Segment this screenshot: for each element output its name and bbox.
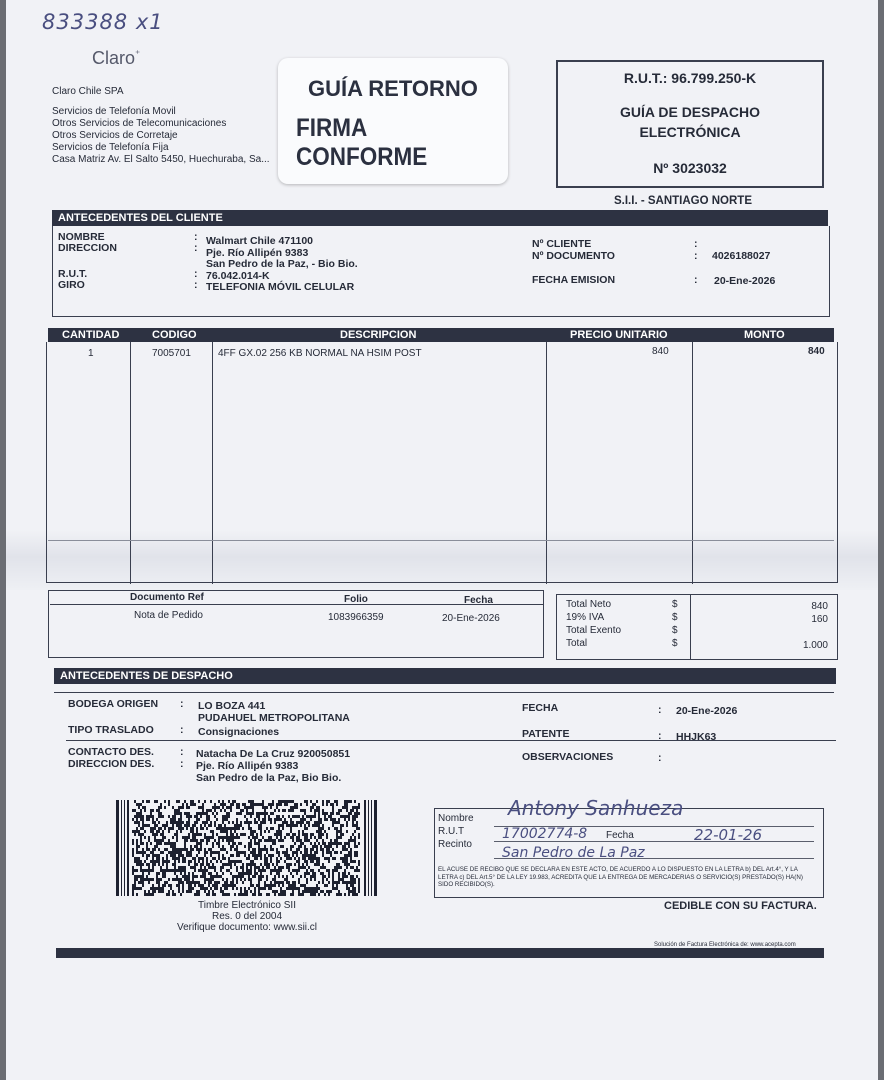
return-stamp (278, 58, 508, 184)
signature-recinto: San Pedro de La Paz (502, 845, 645, 861)
fecha-value: 20-Ene-2026 (676, 705, 738, 717)
client-values (206, 236, 358, 294)
patente-label: PATENTE (522, 728, 570, 740)
iva-label: 19% IVA (566, 612, 605, 623)
total-exento-label: Total Exento (566, 625, 622, 636)
stamp-line-2: FIRMA CONFORME (296, 114, 428, 171)
receipt-labels: Nombre R.U.T Recinto (438, 813, 474, 850)
item-monto: 840 (808, 346, 825, 357)
contacto-labels: CONTACTO DES. DIRECCION DES. (68, 746, 155, 770)
col-cantidad: CANTIDAD (62, 329, 120, 341)
signature-name: Antony Sanhueza (508, 796, 684, 820)
client-fecha-emision: 20-Ene-2026 (714, 275, 776, 287)
client-giro: TELEFONIA MÓVIL CELULAR (206, 281, 355, 293)
totals-labels (566, 598, 621, 650)
doc-type-2: ELECTRÓNICA (639, 124, 741, 140)
client-nombre: Walmart Chile 471100 (206, 235, 313, 247)
contacto-values: Natacha De La Cruz 920050851 Pje. Río Allipén 9383 San Pedro de la Paz, Bio Bio. (196, 748, 351, 784)
client-header-bar (52, 210, 828, 226)
items-table-box (46, 342, 838, 583)
ref-folio: 1083966359 (328, 612, 384, 623)
item-codigo: 7005701 (152, 348, 191, 359)
company-name: Claro Chile SPA (52, 86, 124, 97)
document-sheet: 833388 x1 Claro⁺ Claro Chile SPA Servicios de Telefonía Movil Otros Servicios de Telecomunicaciones Otros Servicios de Corretaje Servicios de Telefonía Fija Casa Matriz Av. El Salto 5450, Huechuraba, Sa... GUÍA RETORNO FIRMA CONFORME R.U.T.: 96.799.250-K GUÍA DE DESPACHO ELECTRÓNICA Nº 3023032 S.I.I. - SANTIAGO NORTE ANTECEDENTES DEL CLIENTE NOMBRE DIRECCION R.U.T. GIRO : : : : Walmart Chile 471100 Pje. Río Allipén 9383 San Pedro de la Paz, - Bio Bio. 76.042.014-K TELEFONIA MÓVIL CELULAR Nº CLIENTE Nº DOCUMENTO FECHA EMISION : : : 4026188027 20-Ene-2026 CANTIDAD CODIGO DESCRIPCION PRECIO UNITARIO MONTO 1 7005701 4FF GX.02 256 KB NORMAL NA HSIM POST 840 840 Documento Ref Folio Fecha Nota de Pedido 1083966359 20-Ene-2026 Total Neto 19% IVA Total Exento Total $ $ $ $ 840 160 1.000 ANTECEDENTES DE DESPACHO BODEGA ORIGEN : LO BOZA 441 PUDAHUEL METROPOLITANA TIPO TRASLADO : Consignaciones CONTACTO DES. DIRECCION DES. : : Natacha De La Cruz 920050851 Pje. Río Allipén 9383 San Pedro de la Paz, Bio Bio. FECHA : 20-Ene-2026 PATENTE : HHJK63 OBSERVACIONES : Timbre Electrónico SII Res. 0 del 2004 Verifique documento: www.sii.cl Nombre R.U.T Recinto Fecha Antony Sanhueza 17002774-8 22-01-26 San Pedro de La Paz EL ACUSE DE RECIBO QUE SE DECLARA EN ESTE ACTO, DE ACUERDO A LO DISPUESTO EN LA LETRA b) DEL Art.4°, Y LA LETRA c) DEL Art.5° DE LA LEY 19.983, ACREDITA QUE LA ENTREGA DE MERCADERIAS O SERVICIO(S) PRESTADO(S) HA(N) SIDO RECIBIDO(S). CEDIBLE CON SU FACTURA. Solución de Factura Electrónica de: www.acepta.com (6, 0, 878, 1080)
observaciones-label: OBSERVACIONES (522, 751, 614, 763)
client-direccion-2: San Pedro de la Paz, - Bio Bio. (206, 258, 358, 270)
fecha-label: FECHA (522, 702, 559, 714)
doc-number: Nº 3023032 (653, 160, 727, 176)
ref-header-fecha: Fecha (464, 595, 493, 606)
client-header: ANTECEDENTES DEL CLIENTE (58, 212, 223, 224)
col-codigo: CODIGO (152, 329, 197, 341)
receipt-legal: EL ACUSE DE RECIBO QUE SE DECLARA EN ESTE ACTO, DE ACUERDO A LO DISPUESTO EN LA LETRA b) DEL Art.4°, Y LA LETRA c) DEL Art.5° DE LA LEY 19.983, ACREDITA QUE LA ENTREGA DE MERCADERIAS O SERVICIO(S) PRESTADO(S) HA(N) SIDO RECIBIDO(S). (438, 866, 803, 888)
client-colons-right: : : : (694, 238, 698, 286)
client-colons-left: : : : : (194, 231, 198, 291)
client-direccion-1: Pje. Río Allipén 9383 (206, 246, 309, 259)
receipt-fecha-label: Fecha (606, 830, 634, 841)
ref-header-doc: Documento Ref (130, 592, 204, 603)
col-precio: PRECIO UNITARIO (570, 329, 668, 341)
totals-values (766, 600, 828, 652)
total-neto-value: 840 (811, 601, 828, 612)
ref-header-folio: Folio (344, 594, 368, 605)
totals-currency: $ $ $ $ (672, 599, 678, 649)
bodega-label: BODEGA ORIGEN (68, 698, 159, 710)
ref-doc: Nota de Pedido (134, 610, 203, 621)
pdf417-barcode (116, 800, 378, 896)
item-cantidad: 1 (88, 348, 94, 359)
items-header-bar (48, 328, 834, 342)
total-value: 1.000 (802, 640, 828, 651)
col-descripcion: DESCRIPCION (340, 329, 417, 341)
total-neto-label: Total Neto (566, 599, 612, 610)
dispatch-header: ANTECEDENTES DE DESPACHO (60, 670, 233, 682)
iva-value: 160 (811, 614, 828, 625)
tipo-value: Consignaciones (198, 726, 280, 738)
doc-rut: R.U.T.: 96.799.250-K (623, 70, 757, 86)
client-labels: NOMBRE DIRECCION R.U.T. GIRO (58, 231, 117, 291)
sii-office: S.I.I. - SANTIAGO NORTE (614, 195, 753, 207)
tipo-label: TIPO TRASLADO (68, 724, 154, 736)
total-label: Total (566, 638, 588, 649)
footer-note: Solución de Factura Electrónica de: www.acepta.com (654, 942, 796, 948)
col-monto: MONTO (744, 329, 785, 341)
cedible-note: CEDIBLE CON SU FACTURA. (664, 900, 817, 912)
bodega-values: LO BOZA 441 PUDAHUEL METROPOLITANA (198, 700, 350, 724)
total-exento-value (766, 626, 828, 639)
claro-logo: Claro⁺ (92, 48, 141, 68)
doc-id-box (556, 60, 824, 188)
footer-bar (56, 948, 824, 958)
signature-fecha: 22-01-26 (694, 826, 763, 844)
client-num-documento: 4026188027 (712, 250, 771, 262)
doc-type-1: GUÍA DE DESPACHO (619, 104, 760, 120)
patente-value: HHJK63 (676, 731, 717, 743)
ref-fecha: 20-Ene-2026 (442, 613, 500, 624)
signature-rut: 17002774-8 (502, 826, 588, 842)
stamp-line-1: GUÍA RETORNO (308, 76, 478, 101)
dispatch-header-bar (54, 668, 836, 684)
handwritten-number: 833388 x1 (42, 10, 164, 34)
item-descripcion: 4FF GX.02 256 KB NORMAL NA HSIM POST (218, 348, 422, 359)
client-labels-right: Nº CLIENTE Nº DOCUMENTO FECHA EMISION (532, 238, 616, 286)
client-box (52, 226, 830, 317)
timbre-text: Timbre Electrónico SII Res. 0 del 2004 Verifique documento: www.sii.cl (176, 900, 318, 933)
item-precio: 840 (652, 346, 669, 357)
company-services: Servicios de Telefonía Movil Otros Servicios de Telecomunicaciones Otros Servicios de Corretaje Servicios de Telefonía Fija Casa Matriz Av. El Salto 5450, Huechuraba, Sa... (52, 106, 270, 165)
client-rut: 76.042.014-K (206, 269, 270, 282)
